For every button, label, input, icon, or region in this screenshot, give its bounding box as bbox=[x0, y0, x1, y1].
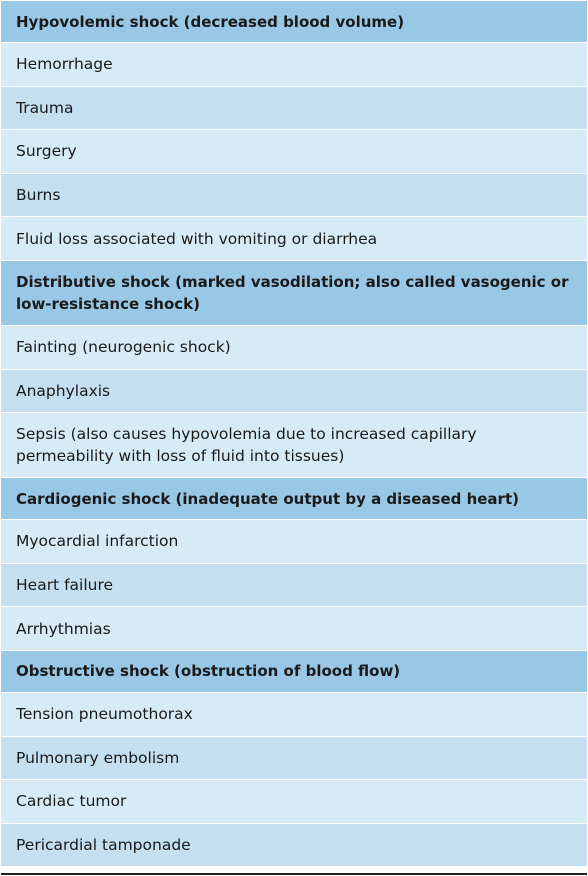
table-row bbox=[1, 87, 587, 131]
section-header-hypovolemic bbox=[1, 1, 587, 43]
section-header-text: Cardiogenic shock (inadequate output by a diseased heart) bbox=[16, 489, 519, 508]
table-row bbox=[1, 520, 587, 564]
row-text: Heart failure bbox=[16, 576, 114, 595]
table-row bbox=[1, 737, 587, 781]
section-header-distributive bbox=[1, 261, 587, 326]
section-header-cardiogenic bbox=[1, 478, 587, 520]
section-header-text: Hypovolemic shock (decreased blood volume) bbox=[16, 12, 405, 31]
row-text: Myocardial infarction bbox=[16, 532, 179, 551]
row-text: Burns bbox=[16, 186, 61, 205]
table-row bbox=[1, 217, 587, 261]
row-text: Surgery bbox=[16, 142, 77, 161]
shock-types-table bbox=[1, 1, 587, 867]
table-row bbox=[1, 326, 587, 370]
row-text: Arrhythmias bbox=[16, 619, 111, 638]
table-row bbox=[1, 607, 587, 651]
row-text: Cardiac tumor bbox=[16, 792, 127, 811]
row-text: Hemorrhage bbox=[16, 55, 113, 74]
section-header-obstructive bbox=[1, 651, 587, 693]
table-row bbox=[1, 370, 587, 414]
row-text: Sepsis (also causes hypovolemia due to increased capillary permeability with loss of fluid into tissues) bbox=[16, 425, 477, 466]
table-row bbox=[1, 174, 587, 218]
table-row bbox=[1, 413, 587, 478]
table-row bbox=[1, 43, 587, 87]
section-header-text: Obstructive shock (obstruction of blood flow) bbox=[16, 662, 401, 681]
row-text: Pericardial tamponade bbox=[16, 836, 191, 855]
row-text: Fainting (neurogenic shock) bbox=[16, 338, 231, 357]
table-bottom-rule bbox=[1, 873, 587, 875]
table-row bbox=[1, 780, 587, 824]
row-text: Trauma bbox=[16, 98, 74, 117]
section-header-text: Distributive shock (marked vasodilation; also called vasogenic or low-resistance shock) bbox=[16, 272, 569, 313]
row-text: Pulmonary embolism bbox=[16, 748, 180, 767]
row-text: Fluid loss associated with vomiting or diarrhea bbox=[16, 229, 378, 248]
row-text: Tension pneumothorax bbox=[16, 705, 193, 724]
table-row bbox=[1, 824, 587, 868]
table-row bbox=[1, 564, 587, 608]
row-text: Anaphylaxis bbox=[16, 381, 111, 400]
table-row bbox=[1, 693, 587, 737]
table-row bbox=[1, 130, 587, 174]
